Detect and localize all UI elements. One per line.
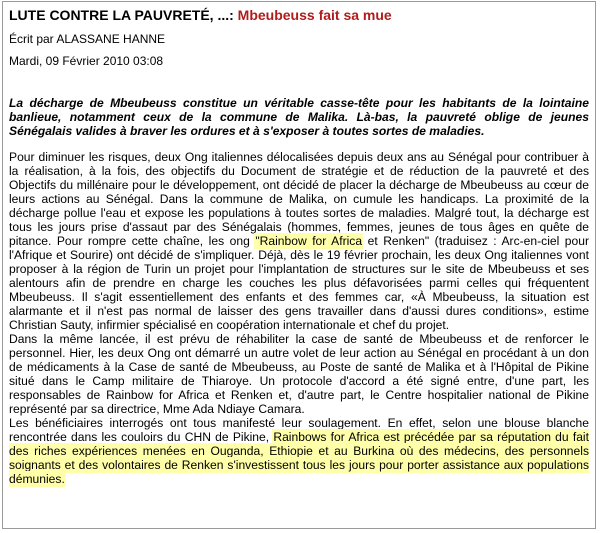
- title-rubric: LUTE CONTRE LA PAUVRETÉ, ...:: [9, 7, 234, 23]
- title-headline: Mbeubeuss fait sa mue: [237, 7, 392, 23]
- publish-date: Mardi, 09 Février 2010 03:08: [9, 54, 164, 68]
- highlight-rainbow: "Rainbow for Africa: [255, 234, 363, 248]
- highlight-reputation: Rainbows for Africa est précédée par sa réputation du fait des riches expériences menées en Ouganda, Ethiopie et au Burkina où des médecins, des personnels soignants et des volontaires de Renken s'investissent tous les jours pour porter assistance aux populations démunies.: [9, 430, 589, 486]
- paragraph-1-end: et Renken" (traduisez : Arc-en-ciel pour l'Afrique et Sourire) ont décidé de s'impliquer. Déjà, dès le 19 février prochain, les deux Ong italiennes vont proposer à la région de Turin un projet pour l'implantation de structures sur le site de Mbeubeuss et ses alentours afin de prendre en charge les couches les plus défavorisées parmi celles qui fréquentent Mbeubeuss. Il s'agit essentiellement des enfants et des femmes car, «À Mbeubeuss, la situation est alarmante et il n'est pas normal de laisser des gens travailler dans d'aussi dures conditions», estime Christian Sauty, infirmier spécialisé en coopération internationale et chef du projet.: [9, 234, 590, 332]
- article-lead: La décharge de Mbeubeuss constitue un véritable casse-tête pour les habitants de la lointaine banlieue, notamment ceux de la commune de Malika. Là-bas, la pauvreté oblige de jeunes Sénégalais valides à braver les ordures et à s'exposer à toutes sortes de maladies.: [9, 96, 589, 138]
- article-title: [9, 7, 589, 24]
- paragraph-1: [9, 150, 589, 332]
- article-body: [9, 150, 589, 486]
- paragraph-1-start: Pour diminuer les risques, deux Ong italiennes délocalisées depuis deux ans au Sénégal pour contribuer à la réalisation, à la fois, des objectifs du Document de stratégie et de réduction de la pauvreté et des Objectifs du millénaire pour le développement, ont décidé de placer la décharge de Mbeubeuss au cœur de leurs actions au Sénégal. Dans la commune de Malika, on cumule les handicaps. La proximité de la décharge pollue l'eau et expose les populations à toutes sortes de maladies. Malgré tout, la décharge est tous les jours prise d'assaut par des Sénégalais (hommes, femmes, jeunes de tous âges en quête de pitance. Pour rompre cette chaîne, les ong: [9, 150, 589, 248]
- paragraph-3: [9, 416, 589, 486]
- paragraph-3-start: Les bénéficiaires interrogés ont tous manifesté leur soulagement. En effet, selon une blouse blanche rencontrée dans les couloirs du CHN de Pikine,: [9, 416, 589, 444]
- author-line: Écrit par ALASSANE HANNE: [9, 32, 166, 46]
- article: [2, 1, 596, 529]
- paragraph-2: Dans la même lancée, il est prévu de réhabiliter la case de santé de Mbeubeuss et de renforcer le personnel. Hier, les deux Ong ont démarré un autre volet de leur action au Sénégal en procédant à un don de médicaments à la Case de santé de Mbeubeuss, au Poste de santé de Malika et à l'Hôpital de Pikine situé dans le Camp militaire de Thiaroye. Un protocole d'accord a été signé entre, d'une part, les responsables de Rainbow for Africa et Renken et, d'autre part, le Centre hospitalier national de Pikine représenté par sa directrice, Mme Ada Ndiaye Camara.: [9, 332, 589, 416]
